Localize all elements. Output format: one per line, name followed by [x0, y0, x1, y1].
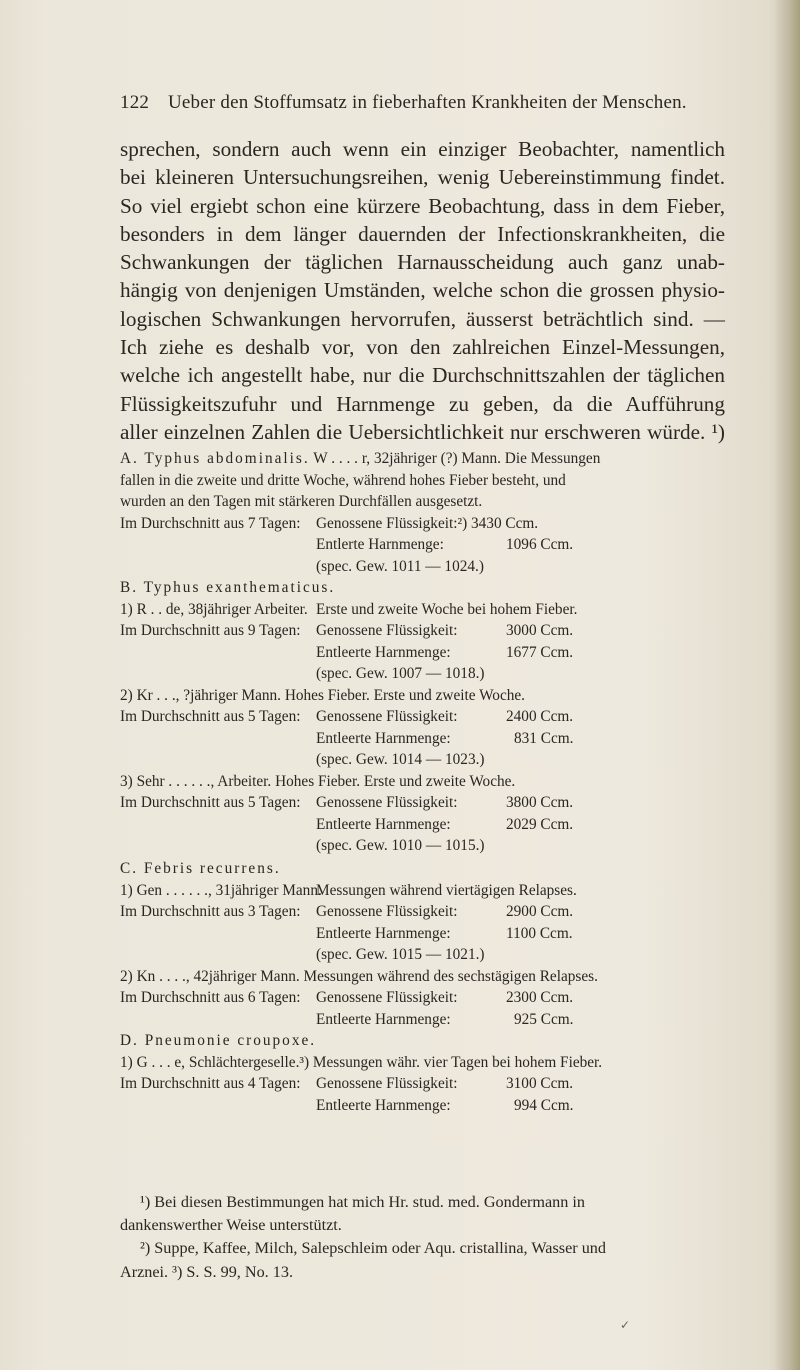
body-line: welche ich angestellt habe, nur die Durchschnittszahlen der täglichen [120, 363, 725, 388]
running-title: Ueber den Stoffumsatz in fieberhaften Krankheiten der Menschen. [168, 92, 687, 113]
intake-label: Genossene Flüssigkeit: [316, 903, 458, 920]
specific-gravity: (spec. Gew. 1015 — 1021.) [316, 946, 485, 963]
specific-gravity: (spec. Gew. 1014 — 1023.) [316, 751, 485, 768]
body-line: hängig von denjenigen Umständen, welche schon die grossen physio- [120, 278, 725, 303]
average-label: Im Durchschnitt aus 5 Tagen: [120, 708, 301, 725]
page-number: 122 [120, 92, 150, 113]
intake-value: 2400 Ccm. [506, 708, 574, 725]
body-line: So viel ergiebt schon eine kürzere Beobachtung, dass in dem Fieber, [120, 193, 725, 218]
section-a [120, 448, 725, 577]
urine-value: 1096 Ccm. [506, 536, 574, 553]
patient-line: wurden an den Tagen mit stärkeren Durchfällen ausgesetzt. [120, 493, 483, 510]
urine-value: 994 Ccm. [514, 1096, 574, 1114]
footnote-line: ¹) Bei diesen Bestimmungen hat mich Hr. stud. med. Gondermann in [140, 1193, 585, 1211]
specific-gravity: (spec. Gew. 1007 — 1018.) [316, 665, 485, 682]
intake-label: Genossene Flüssigkeit: [316, 708, 458, 725]
patient-line: 2) Kn . . . ., 42jähriger Mann. Messungen während des sechstägigen Relapses. [120, 967, 598, 985]
patient-line: W . . . . r, 32jähriger (?) Mann. Die Messungen [313, 450, 601, 467]
specific-gravity: (spec. Gew. 1010 — 1015.) [316, 837, 485, 854]
specific-gravity: (spec. Gew. 1011 — 1024.) [316, 557, 484, 575]
urine-label: Entleerte Harnmenge: [316, 815, 451, 833]
urine-value: 1100 Ccm. [506, 924, 573, 942]
patient-line: fallen in die zweite und dritte Woche, während hohes Fieber besteht, und [120, 471, 566, 489]
body-line: Schwankungen der täglichen Harnausscheidung auch ganz unab- [120, 250, 725, 275]
section-heading: C. Febris recurrens. [120, 860, 281, 877]
page-edge-shadow [774, 0, 800, 1370]
footnote-line: dankenswerther Weise unterstützt. [120, 1216, 342, 1235]
urine-value: 2029 Ccm. [506, 815, 574, 833]
patient-line: 2) Kr . . ., ?jähriger Mann. Hohes Fieber. Erste und zweite Woche. [120, 686, 526, 704]
pencil-check-mark: ✓ [620, 1318, 631, 1332]
urine-label: Entleerte Harnmenge: [316, 643, 451, 661]
section-d [120, 1030, 725, 1116]
urine-value: 831 Ccm. [514, 729, 574, 747]
section-b [120, 577, 725, 857]
urine-value: 1677 Ccm. [506, 643, 574, 661]
average-label: Im Durchschnitt aus 6 Tagen: [120, 989, 301, 1006]
urine-label: Entleerte Harnmenge: [316, 729, 451, 747]
average-label: Im Durchschnitt aus 4 Tagen: [120, 1075, 301, 1092]
body-line: aller einzelnen Zahlen die Uebersichtlichkeit nur erschweren würde. ¹) [120, 419, 725, 444]
urine-label: Entleerte Harnmenge: [316, 1010, 451, 1028]
section-c [120, 858, 725, 1030]
average-label: Im Durchschnitt aus 5 Tagen: [120, 794, 301, 811]
body-line: besonders in dem länger dauernden der Infectionskrankheiten, die [120, 221, 725, 246]
intake-label: Genossene Flüssigkeit: [316, 622, 458, 639]
patient-note: Erste und zweite Woche bei hohem Fieber. [316, 600, 578, 618]
average-label: Im Durchschnitt aus 3 Tagen: [120, 903, 301, 920]
body-line: logischen Schwankungen hervorrufen, äusserst beträchtlich sind. — [120, 306, 725, 331]
body-line: bei kleineren Untersuchungsreihen, wenig Uebereinstimmung findet. [120, 165, 725, 190]
patient-line: 1) R . . de, 38jähriger Arbeiter. [120, 600, 308, 618]
patient-line: 1) Gen . . . . . ., 31jähriger Mann. [120, 881, 322, 899]
section-heading: D. Pneumonie croupoxe. [120, 1032, 317, 1049]
footnotes [120, 1191, 725, 1284]
intake-value: 2900 Ccm. [506, 903, 574, 920]
intake-label: Genossene Flüssigkeit: [316, 794, 458, 811]
running-header [120, 92, 700, 114]
footnote-line: ²) Suppe, Kaffee, Milch, Salepschleim oder Aqu. cristallina, Wasser und [140, 1239, 606, 1258]
intake-value: 3800 Ccm. [506, 794, 574, 811]
urine-label: Entleerte Harnmenge: [316, 1096, 451, 1114]
body-line: Flüssigkeitszufuhr und Harnmenge zu geben, da die Aufführung [120, 391, 725, 416]
average-label: Im Durchschnitt aus 7 Tagen: [120, 514, 301, 532]
intake-value: 3000 Ccm. [506, 622, 574, 639]
patient-line: 1) G . . . e, Schlächtergeselle.³) Messungen währ. vier Tagen bei hohem Fieber. [120, 1053, 603, 1071]
section-heading: A. Typhus abdominalis. [120, 450, 310, 467]
average-label: Im Durchschnitt aus 9 Tagen: [120, 622, 301, 639]
patient-note: Messungen während viertägigen Relapses. [316, 881, 577, 899]
intake-line: Genossene Flüssigkeit:²) 3430 Ccm. [316, 514, 539, 532]
intake-value: 2300 Ccm. [506, 989, 574, 1006]
intake-label: Genossene Flüssigkeit: [316, 989, 458, 1006]
intake-value: 3100 Ccm. [506, 1075, 574, 1092]
section-heading: B. Typhus exanthematicus. [120, 579, 336, 596]
urine-value: 925 Ccm. [514, 1010, 574, 1028]
urine-label: Entlerte Harnmenge: [316, 536, 444, 553]
footnote-line: Arznei. ³) S. S. 99, No. 13. [120, 1262, 294, 1281]
intake-label: Genossene Flüssigkeit: [316, 1075, 458, 1092]
urine-label: Entleerte Harnmenge: [316, 924, 451, 942]
patient-line: 3) Sehr . . . . . ., Arbeiter. Hohes Fieber. Erste und zweite Woche. [120, 772, 516, 790]
body-line: sprechen, sondern auch wenn ein einziger Beobachter, namentlich [120, 137, 725, 161]
main-paragraph [120, 135, 725, 446]
body-line: Ich ziehe es deshalb vor, von den zahlreichen Einzel-Messungen, [120, 335, 725, 360]
